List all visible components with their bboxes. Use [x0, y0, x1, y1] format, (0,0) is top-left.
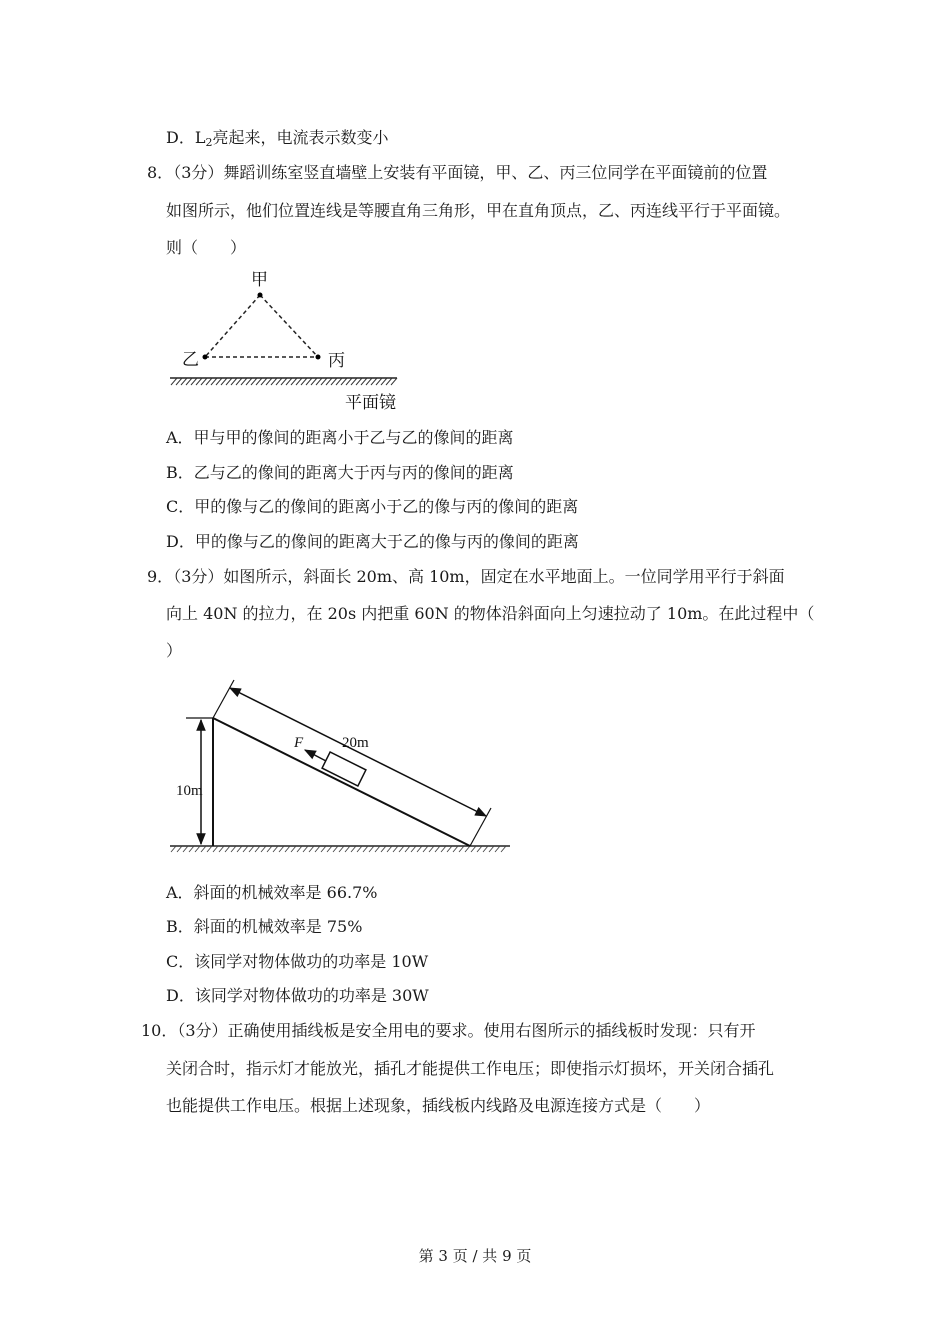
q7-option-d-subscript: 2 — [205, 136, 213, 149]
q9-option-d: D．该同学对物体做功的功率是 30W — [166, 986, 429, 1005]
q9-ground-hatching — [171, 846, 506, 852]
q8-stem-line2: 如图所示，他们位置连线是等腰直角三角形，甲在直角顶点，乙、丙连线平行于平面镜。 — [166, 201, 791, 220]
q8-point-jia — [258, 293, 263, 298]
q9-option-b: B．斜面的机械效率是 75% — [166, 917, 363, 936]
q9-label-length: 20m — [342, 735, 369, 751]
q8-line-jia-bing — [260, 295, 318, 357]
q8-mirror-figure — [165, 265, 405, 415]
q9-block — [322, 752, 366, 786]
q9-option-a: A．斜面的机械效率是 66.7% — [166, 883, 378, 902]
q9-length-dimension-arrow — [230, 688, 486, 816]
q10-stem-line3: 也能提供工作电压。根据上述现象，插线板内线路及电源连接方式是（ ） — [166, 1096, 711, 1115]
q8-stem-line1 — [147, 163, 767, 183]
q9-force-arrow — [305, 750, 326, 761]
q7-option-d — [166, 128, 388, 153]
q9-number: 9． — [147, 567, 174, 586]
q9-text-line1: （3分）如图所示，斜面长 20m、高 10m，固定在水平地面上。一位同学用平行于斜面 — [173, 567, 785, 586]
q8-label-mirror: 平面镜 — [345, 393, 396, 413]
q9-stem-line3: ） — [166, 641, 183, 660]
q10-stem-line2: 关闭合时，指示灯才能放光，插孔才能提供工作电压；即使指示灯损坏，开关闭合插孔 — [166, 1059, 775, 1078]
q8-option-a: A．甲与甲的像间的距离小于乙与乙的像间的距离 — [166, 428, 514, 447]
q8-number: 8． — [147, 163, 174, 182]
q9-label-force: F — [294, 735, 304, 751]
q8-label-yi: 乙 — [182, 350, 199, 370]
q9-stem-line2: 向上 40N 的拉力，在 20s 内把重 60N 的物体沿斜面向上匀速拉动了 10m。在此过程中（ — [166, 604, 815, 623]
q9-stem-line1 — [147, 567, 785, 587]
q9-label-height: 10m — [176, 783, 203, 799]
q10-number: 10． — [141, 1021, 178, 1040]
q8-line-jia-yi — [205, 295, 260, 357]
q9-incline-figure — [168, 672, 528, 862]
q8-option-b: B．乙与乙的像间的距离大于丙与丙的像间的距离 — [166, 463, 514, 482]
q8-text-line1: （3分）舞蹈训练室竖直墙壁上安装有平面镜，甲、乙、丙三位同学在平面镜前的位置 — [173, 163, 768, 182]
q9-option-c: C．该同学对物体做功的功率是 10W — [166, 952, 429, 971]
q8-point-bing — [316, 355, 321, 360]
q8-stem-line3: 则（ ） — [166, 238, 247, 257]
q8-option-d: D．甲的像与乙的像间的距离大于乙的像与丙的像间的距离 — [166, 532, 579, 551]
q9-length-extension-top — [213, 680, 234, 718]
q7-option-d-prefix: D．L — [166, 128, 206, 147]
q10-text-line1: （3分）正确使用插线板是安全用电的要求。使用右图所示的插线板时发现：只有开 — [177, 1021, 756, 1040]
q8-option-c: C．甲的像与乙的像间的距离小于乙的像与丙的像间的距离 — [166, 497, 579, 516]
q8-point-yi — [203, 355, 208, 360]
q8-label-bing: 丙 — [328, 351, 345, 371]
q8-label-jia: 甲 — [251, 270, 268, 290]
page-footer: 第 3 页 / 共 9 页 — [418, 1247, 532, 1265]
q7-option-d-suffix: 亮起来，电流表示数变小 — [212, 128, 389, 147]
q10-stem-line1 — [141, 1021, 756, 1041]
q8-mirror-hatching — [171, 378, 397, 385]
